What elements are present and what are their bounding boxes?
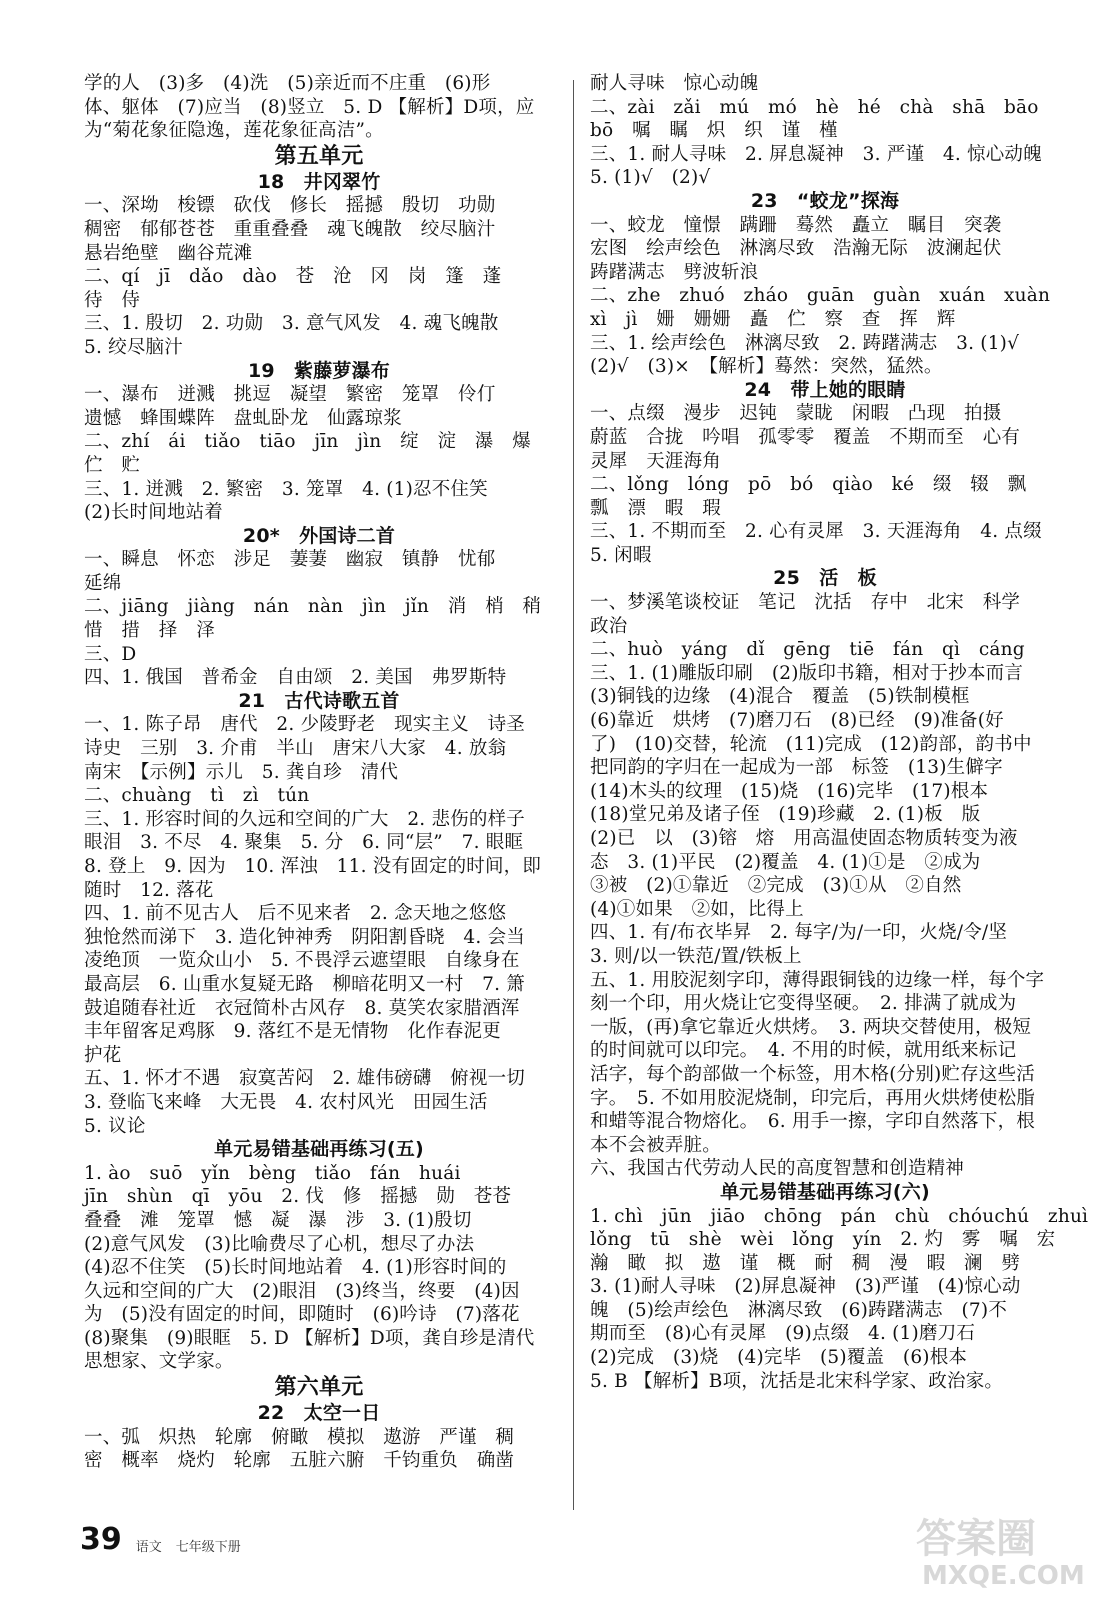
- watermark-logo: [908, 1508, 1094, 1592]
- answer-line: (6)靠近 烘烤 (7)磨刀石 (8)已经 (9)准备(好: [590, 710, 1004, 732]
- grade-label: 七年级下册: [175, 1540, 241, 1555]
- watermark-chars: 答案圈: [916, 1516, 1036, 1562]
- answer-line: 一、瀑布 迸溅 挑逗 凝望 繁密 笼罩 伶仃: [84, 384, 496, 406]
- answer-line: 的时间就可以印完。 4. 不用的时候，就用纸来标记: [590, 1040, 1017, 1062]
- answer-line: 二、lǒng lóng pō bó qiào ké 缀 辍 飘: [590, 474, 1027, 496]
- answer-line: 5. (1)√ (2)√: [590, 167, 711, 189]
- review-heading: 单元易错基础再练习(五): [214, 1138, 424, 1161]
- answer-line: (2)完成 (3)烧 (4)完毕 (5)覆盖 (6)根本: [590, 1347, 968, 1369]
- answer-line: 为“菊花象征隐逸，莲花象征高洁”。: [84, 120, 384, 142]
- answer-line: 稠密 郁郁苍苍 重重叠叠 魂飞魄散 绞尽脑汁: [84, 218, 496, 240]
- answer-line: 瀚 瞰 拟 遨 谨 概 耐 稠 漫 暇 澜 劈: [590, 1252, 1021, 1274]
- lesson-heading: 23 “蛟龙”探海: [750, 189, 900, 212]
- answer-line: 待 侍: [84, 289, 141, 311]
- answer-line: 政治: [590, 615, 628, 637]
- answer-line: 三、1. 不期而至 2. 心有灵犀 3. 天涯海角 4. 点缀: [590, 521, 1042, 543]
- answer-line: 了) (10)交替，轮流 (11)完成 (12)韵部，韵书中: [590, 733, 1032, 755]
- answer-line: 三、1. 绘声绘色 淋漓尽致 2. 踌躇满志 3. (1)√: [590, 332, 1020, 354]
- answer-line: (2)长时间地站着: [84, 502, 224, 524]
- page-footer: [80, 1522, 241, 1557]
- answer-line: 遗憾 蜂围蝶阵 盘虬卧龙 仙露琼浆: [84, 407, 402, 429]
- answer-line: (2)已 以 (3)镕 熔 用高温使固态物质转变为液: [590, 828, 1018, 849]
- answer-line: 3. 则/以一铁范/置/铁板上: [590, 945, 802, 967]
- answer-line: 学的人 (3)多 (4)洗 (5)亲近而不庄重 (6)形: [84, 73, 491, 94]
- answer-line: 丰年留客足鸡豚 9. 落红不是无情物 化作春泥更: [84, 1021, 501, 1043]
- subject-label: 语文: [135, 1540, 162, 1555]
- answer-line: 伫 贮: [84, 454, 141, 476]
- answer-line: 一、点缀 漫步 迟钝 蒙眬 闲暇 凸现 拍摄: [590, 403, 1002, 425]
- lesson-heading: 18 井冈翠竹: [257, 170, 381, 193]
- answer-line: 一、弧 炽热 轮廓 俯瞰 模拟 遨游 严谨 稠: [84, 1426, 515, 1448]
- answer-line: 三、1. 殷切 2. 功勋 3. 意气风发 4. 魂飞魄散: [84, 313, 499, 335]
- lesson-heading: 22 太空一日: [257, 1402, 381, 1425]
- answer-line: 密 概率 烧灼 轮廓 五脏六腑 千钧重负 确凿: [84, 1450, 515, 1472]
- page-number: 39: [80, 1522, 122, 1557]
- right-column: [590, 72, 1089, 1393]
- answer-line: 宏图 绘声绘色 淋漓尽致 浩瀚无际 波澜起伏: [590, 238, 1002, 260]
- answer-line: 魄 (5)绘声绘色 淋漓尽致 (6)踌躇满志 (7)不: [590, 1299, 1008, 1321]
- answer-line: 1. chì jūn jiāo chōng pán chù chóuchú zhuì: [590, 1205, 1089, 1227]
- answer-line: 活字，每个韵部做一个标签，用木格(分别)贮存这些活: [590, 1063, 1035, 1085]
- answer-line: 一、1. 陈子昂 唐代 2. 少陵野老 现实主义 诗圣: [84, 714, 525, 736]
- answer-line: 3. 登临飞来峰 大无畏 4. 农村风光 田园生活: [84, 1091, 488, 1113]
- unit-heading: 第五单元: [274, 143, 364, 169]
- unit-heading: 第六单元: [274, 1375, 364, 1401]
- answer-line: 二、chuàng tì zì tún: [84, 785, 310, 807]
- left-column: [84, 72, 554, 1473]
- lesson-heading: 20* 外国诗二首: [242, 524, 396, 547]
- answer-line: 眼泪 3. 不尽 4. 聚集 5. 分 6. 同“层” 7. 眼眶: [84, 832, 524, 854]
- answer-line: 凌绝顶 一览众山小 5. 不畏浮云遮望眼 自缘身在: [84, 950, 520, 972]
- watermark-site: MXQE.COM: [922, 1561, 1085, 1591]
- answer-line: 一、瞬息 怀恋 涉足 萋萋 幽寂 镇静 忧郁: [84, 549, 496, 571]
- answer-line: 随时 12. 落花: [84, 879, 214, 901]
- lesson-heading: 21 古代诗歌五首: [238, 689, 400, 712]
- answer-line: 二、zhí ái tiǎo tiāo jīn jìn 绽 淀 瀑 爆: [84, 431, 531, 453]
- answer-line: (3)铜钱的边缘 (4)混合 覆盖 (5)铁制模框: [590, 686, 970, 708]
- answer-line: 1. ào suō yǐn bèng tiǎo fán huái: [84, 1162, 461, 1184]
- answer-line: 刻一个印，用火烧让它变得坚硬。 2. 排满了就成为: [590, 993, 1017, 1015]
- answer-line: (4)忍不住笑 (5)长时间地站着 4. (1)形容时间的: [84, 1257, 507, 1279]
- answer-line: 三、1. 耐人寻味 2. 屏息凝神 3. 严谨 4. 惊心动魄: [590, 143, 1042, 165]
- answer-line: 耐人寻味 惊心动魄: [590, 73, 759, 94]
- answer-line: 为 (5)没有固定的时间，即随时 (6)吟诗 (7)落花: [84, 1304, 520, 1326]
- answer-line: 五、1. 用胶泥刻字印，薄得跟铜钱的边缘一样，每个字: [590, 969, 1045, 991]
- answer-line: 思想家、文学家。: [84, 1351, 234, 1373]
- answer-line: 二、qí jī dǎo dào 苍 沧 冈 岗 篷 蓬: [84, 266, 502, 288]
- answer-line: 一、梦溪笔谈校证 笔记 沈括 存中 北宋 科学: [590, 592, 1021, 614]
- answer-line: 四、1. 有/布衣毕昇 2. 每字/为/一印，火烧/令/坚: [590, 922, 1008, 944]
- answer-line: 久远和空间的广大 (2)眼泪 (3)终当，终要 (4)因: [84, 1280, 520, 1302]
- answer-line: 五、1. 怀才不遇 寂寞苦闷 2. 雄伟磅礴 俯视一切: [84, 1068, 525, 1090]
- answer-line: 独怆然而涕下 3. 造化钟神秀 阴阳割昏晓 4. 会当: [84, 926, 525, 948]
- answer-line: 灵犀 天涯海角: [590, 450, 721, 472]
- answer-line: 期而至 (8)心有灵犀 (9)点缀 4. (1)磨刀石: [590, 1323, 976, 1345]
- review-heading: 单元易错基础再练习(六): [720, 1180, 930, 1203]
- answer-line: (8)聚集 (9)眼眶 5. D 【解析】D项，龚自珍是清代: [84, 1327, 535, 1349]
- answer-line: 三、1. 形容时间的久远和空间的广大 2. 悲伤的样子: [84, 808, 525, 830]
- lesson-heading: 19 紫藤萝瀑布: [247, 359, 391, 382]
- column-divider: [573, 80, 574, 1510]
- answer-line: (18)堂兄弟及诸子侄 (19)珍藏 2. (1)板 版: [590, 804, 981, 826]
- answer-line: 5. 议论: [84, 1115, 146, 1137]
- answer-line: 瓢 漂 暇 瑕: [590, 497, 721, 519]
- answer-line: 一、蛟龙 憧憬 蹒跚 蓦然 矗立 瞩目 突袭: [590, 214, 1002, 236]
- answer-line: 惜 措 择 泽: [84, 620, 215, 642]
- answer-line: 二、zhe zhuó zháo guān guàn xuán xuàn: [590, 285, 1051, 307]
- answer-line: jīn shùn qī yōu 2. 伐 修 摇撼 勋 苍苍: [84, 1186, 512, 1208]
- answer-line: 踌躇满志 劈波斩浪: [590, 261, 759, 283]
- answer-line: 一、深坳 梭镖 砍伐 修长 摇撼 殷切 功勋: [84, 195, 496, 217]
- answer-line: 5. 绞尽脑汁: [84, 336, 183, 358]
- answer-line: 鼓追随春社近 衣冠简朴古风存 8. 莫笑农家腊酒浑: [84, 997, 520, 1019]
- answer-line: (14)木头的纹理 (15)烧 (16)完毕 (17)根本: [590, 780, 989, 802]
- answer-line: 四、1. 俄国 普希金 自由颂 2. 美国 弗罗斯特: [84, 667, 507, 689]
- answer-line: 诗史 三别 3. 介甫 半山 唐宋八大家 4. 放翁: [84, 738, 507, 760]
- answer-line: 叠叠 滩 笼罩 憾 凝 瀑 涉 3. (1)殷切: [84, 1209, 472, 1231]
- answer-line: 三、1. 迸溅 2. 繁密 3. 笼罩 4. (1)忍不住笑: [84, 478, 488, 500]
- answer-line: 南宋 【示例】示儿 5. 龚自珍 清代: [84, 761, 399, 783]
- answer-line: 8. 登上 9. 因为 10. 浑浊 11. 没有固定的时间，即: [84, 856, 542, 877]
- answer-line: 体、躯体 (7)应当 (8)竖立 5. D 【解析】D项，应: [84, 96, 535, 118]
- answer-line: 一版，(再)拿它靠近火烘烤。 3. 两块交替使用，极短: [590, 1016, 1032, 1038]
- answer-line: 蔚蓝 合拢 吟唱 孤零零 覆盖 不期而至 心有: [590, 426, 1021, 448]
- answer-line: 延绵: [84, 572, 122, 594]
- lesson-heading: 24 带上她的眼睛: [744, 378, 906, 401]
- answer-line: (2)√ (3)× 【解析】蓦然：突然，猛然。: [590, 356, 943, 378]
- answer-line: 最高层 6. 山重水复疑无路 柳暗花明又一村 7. 箫: [84, 973, 525, 995]
- answer-line: (2)意气风发 (3)比喻费尽了心机，想尽了办法: [84, 1233, 475, 1255]
- answer-line: 四、1. 前不见古人 后不见来者 2. 念天地之悠悠: [84, 903, 507, 925]
- answer-line: 5. B 【解析】B项，沈括是北宋科学家、政治家。: [590, 1370, 1004, 1392]
- answer-line: 六、我国古代劳动人民的高度智慧和创造精神: [590, 1158, 965, 1180]
- answer-line: 把同韵的字归在一起成为一部 标签 (13)生僻字: [590, 757, 1003, 779]
- answer-line: 字。 5. 不如用胶泥烧制，印完后，再用火烘烤使松脂: [590, 1087, 1035, 1109]
- answer-line: 本不会被弄脏。: [590, 1134, 721, 1156]
- answer-line: 三、D: [84, 643, 137, 665]
- answer-line: 三、1. (1)雕版印刷 (2)版印书籍，相对于抄本而言: [590, 662, 1024, 684]
- answer-line: 态 3. (1)平民 (2)覆盖 4. (1)①是 ②成为: [590, 851, 981, 873]
- lesson-heading: 25 活 板: [773, 567, 877, 590]
- answer-line: 二、zài zǎi mú mó hè hé chà shā bāo: [590, 96, 1039, 118]
- answer-line: ③被 (2)①靠近 ②完成 (3)①从 ②自然: [590, 875, 962, 897]
- answer-line: (4)①如果 ②如，比得上: [590, 898, 804, 920]
- answer-line: lǒng tū shè wèi lǒng yín 2. 灼 雾 嘱 宏: [590, 1229, 1056, 1251]
- answer-line: 悬岩绝壁 幽谷荒滩: [84, 242, 253, 264]
- answer-line: 3. (1)耐人寻味 (2)屏息凝神 (3)严谨 (4)惊心动: [590, 1276, 1021, 1298]
- answer-line: xì jì 姗 姗姗 矗 伫 察 查 挥 辉: [590, 308, 956, 330]
- answer-line: bō 嘱 瞩 炽 织 谨 槿: [590, 120, 838, 142]
- answer-line: 二、jiāng jiàng nán nàn jìn jǐn 消 梢 稍: [84, 596, 542, 618]
- answer-line: 二、huò yáng dǐ gēng tiē fán qì cáng: [590, 639, 1025, 661]
- answer-line: 5. 闲暇: [590, 544, 652, 566]
- answer-line: 护花: [84, 1044, 122, 1066]
- answer-line: 和蜡等混合物熔化。 6. 用手一擦，字印自然落下，根: [590, 1111, 1035, 1133]
